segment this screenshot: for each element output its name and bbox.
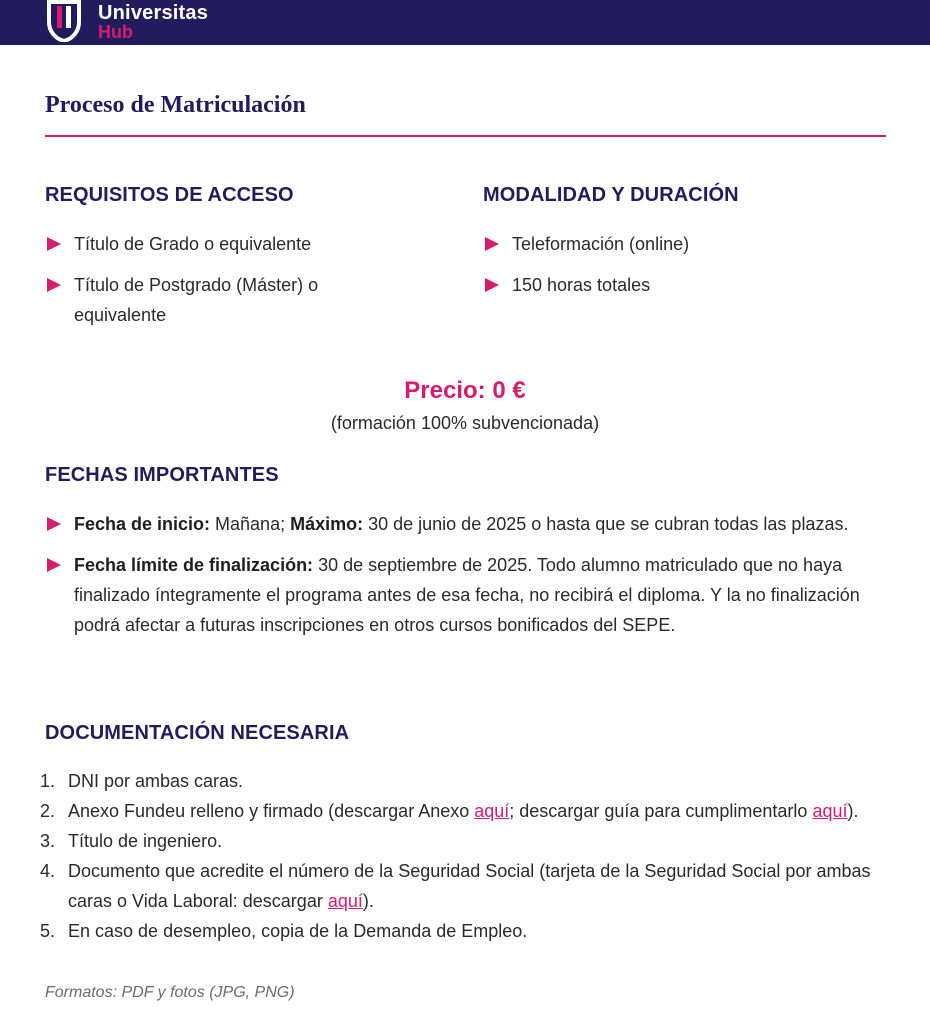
requisitos-list [45, 229, 405, 341]
triangle-bullet-icon [47, 237, 61, 251]
modalidad-list [483, 229, 883, 311]
fechas-list [45, 509, 875, 651]
list-item: Título de Grado o equivalente [45, 229, 405, 259]
title-divider [45, 135, 886, 137]
price-label: Precio: 0 € [404, 377, 526, 404]
list-item: 2. Anexo Fundeu relleno y firmado (descargar Anexo aquí; descargar guía para cumplimentarlo aquí). [40, 801, 859, 821]
documentacion-list [40, 766, 880, 946]
list-item: 3. Título de ingeniero. [40, 831, 223, 851]
list-item: Título de Postgrado (Máster) o equivalente [45, 270, 405, 330]
shield-logo-icon [46, 0, 82, 42]
list-item: 150 horas totales [483, 270, 883, 300]
modalidad-heading: MODALIDAD Y DURACIÓN [483, 184, 739, 206]
list-item: 1. DNI por ambas caras. [40, 771, 244, 791]
brand-sub: Hub [98, 22, 133, 42]
list-item: Teleformación (online) [483, 229, 883, 259]
triangle-bullet-icon [485, 278, 499, 292]
price-note: (formación 100% subvencionada) [330, 413, 600, 433]
triangle-bullet-icon [485, 237, 499, 251]
guia-download-link[interactable]: aquí [812, 801, 848, 821]
vida-laboral-download-link[interactable]: aquí [327, 891, 363, 911]
brand-name: Universitas [98, 2, 209, 24]
list-item: 5. En caso de desempleo, copia de la Demanda de Empleo. [40, 921, 528, 941]
list-item: Fecha límite de finalización: 30 de septiembre de 2025. Todo alumno matriculado que no haya finalizado íntegramente el programa antes de esa fecha, no recibirá el diploma. Y la no finalización podrá afectar a futuras inscripciones en otros cursos bonificados del SEPE. [45, 550, 875, 640]
triangle-bullet-icon [47, 278, 61, 292]
requisitos-heading: REQUISITOS DE ACCESO [45, 184, 294, 206]
list-item: 4. Documento que acredite el número de la Seguridad Social (tarjeta de la Seguridad Social por ambas caras o Vida Laboral: descargar aquí). [40, 861, 871, 911]
brand-logo[interactable] [98, 3, 208, 41]
fechas-heading: FECHAS IMPORTANTES [45, 464, 279, 486]
formats-note: Formatos: PDF y fotos (JPG, PNG) [45, 984, 295, 1001]
list-item: Fecha de inicio: Mañana; Máximo: 30 de junio de 2025 o hasta que se cubran todas las plazas. [45, 509, 875, 539]
triangle-bullet-icon [47, 558, 61, 572]
page-title: Proceso de Matriculación [45, 92, 306, 118]
triangle-bullet-icon [47, 517, 61, 531]
documentacion-heading: DOCUMENTACIÓN NECESARIA [45, 722, 350, 744]
top-bar [0, 0, 930, 45]
anexo-download-link[interactable]: aquí [474, 801, 510, 821]
